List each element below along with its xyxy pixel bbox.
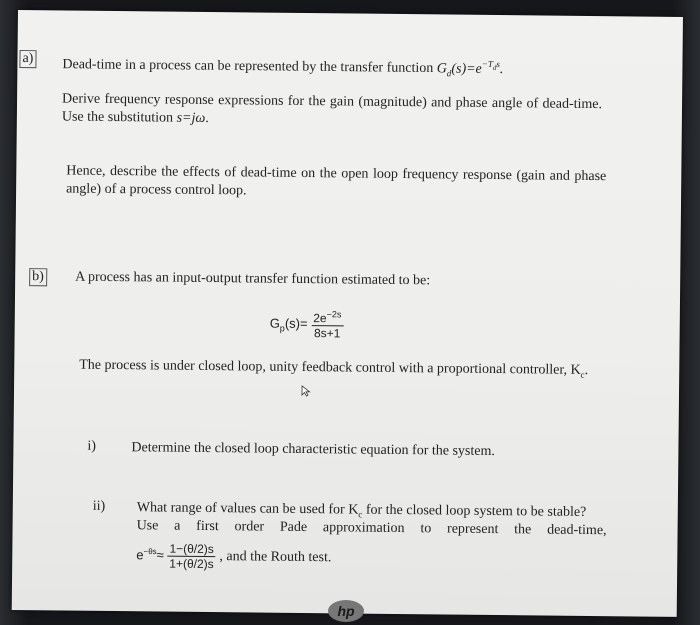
- pade-fraction: [167, 542, 216, 572]
- part-b-intro: A process has an input-output transfer function estimated to be:: [75, 269, 431, 289]
- tf-exp-sub: d: [492, 63, 497, 72]
- pade-approx: ≈: [156, 547, 164, 563]
- gp-numerator: [311, 309, 343, 326]
- gp-fraction: [311, 309, 343, 340]
- sub-ii-line1-text: What range of values can be used for K: [136, 500, 359, 518]
- gp-arg: (s)=: [284, 315, 308, 331]
- pade-lhs: e: [136, 547, 144, 563]
- tf-sub: d: [446, 67, 452, 78]
- process-transfer-function: [270, 309, 344, 341]
- kc-tail: .: [584, 362, 589, 378]
- mouse-cursor-icon: [301, 385, 311, 397]
- pade-tail: , and the Routh test.: [219, 549, 332, 566]
- gp-sub: p: [279, 323, 285, 334]
- part-b-closed-loop: [79, 357, 619, 384]
- gp-lhs: G: [269, 315, 280, 331]
- part-a-label: a): [19, 50, 36, 68]
- tf-lhs: G: [436, 61, 447, 77]
- pade-numerator: 1−(θ/2)s: [167, 542, 216, 558]
- sub-ii-label: ii): [92, 498, 106, 514]
- sub-i-text: Determine the closed loop characteristic equation for the system.: [131, 440, 495, 460]
- tf-exp-tail: s: [496, 59, 501, 70]
- hp-logo: hp: [328, 600, 364, 622]
- tf-arg: (s)=e: [451, 61, 482, 77]
- gp-denominator: 8s+1: [313, 326, 341, 341]
- pade-denominator: 1+(θ/2)s: [169, 556, 214, 572]
- part-a-line3: Hence, describe the effects of dead-time on the open loop frequency response (gain and phase angle) of a process control loop.: [66, 163, 607, 199]
- part-a-line1: [62, 50, 622, 83]
- dead-time-transfer-function: $G_d(s)=e^{-T_ds}$.: [436, 58, 504, 78]
- tf-exp: −T: [481, 58, 494, 69]
- part-a-line2-text: Derive frequency response expressions for the gain (magnitude) and phase angle of dead-time. Use the substitution: [61, 91, 603, 126]
- part-b-label: b): [29, 268, 47, 286]
- substitution: s=jω: [176, 110, 206, 126]
- gp-num: 2e: [313, 311, 327, 326]
- sub-ii-line1-tail: for the closed loop system to be stable?: [365, 502, 587, 520]
- part-a-line2: Derive frequency response expressions for the gain (magnitude) and phase angle of dead-time. Use the substitution s=jω.: [61, 91, 603, 127]
- kc-sub: c: [580, 369, 585, 380]
- sub-i-label: i): [87, 438, 97, 454]
- question-sheet: [12, 10, 683, 617]
- sub-ii-line2: Use a first order Pade approximation to represent the dead-time,: [136, 518, 607, 539]
- closed-loop-text: The process is under closed loop, unity feedback control with a proportional controller, K: [79, 357, 581, 378]
- gp-num-exp: −2s: [326, 309, 342, 320]
- tf-exponent: [481, 58, 501, 72]
- pade-approximation: [136, 541, 331, 572]
- part-a-line1-text: Dead-time in a process can be represented by the transfer function: [62, 57, 434, 77]
- pade-exp: −θs: [143, 546, 157, 557]
- sub-ii-kc-sub: c: [358, 509, 363, 520]
